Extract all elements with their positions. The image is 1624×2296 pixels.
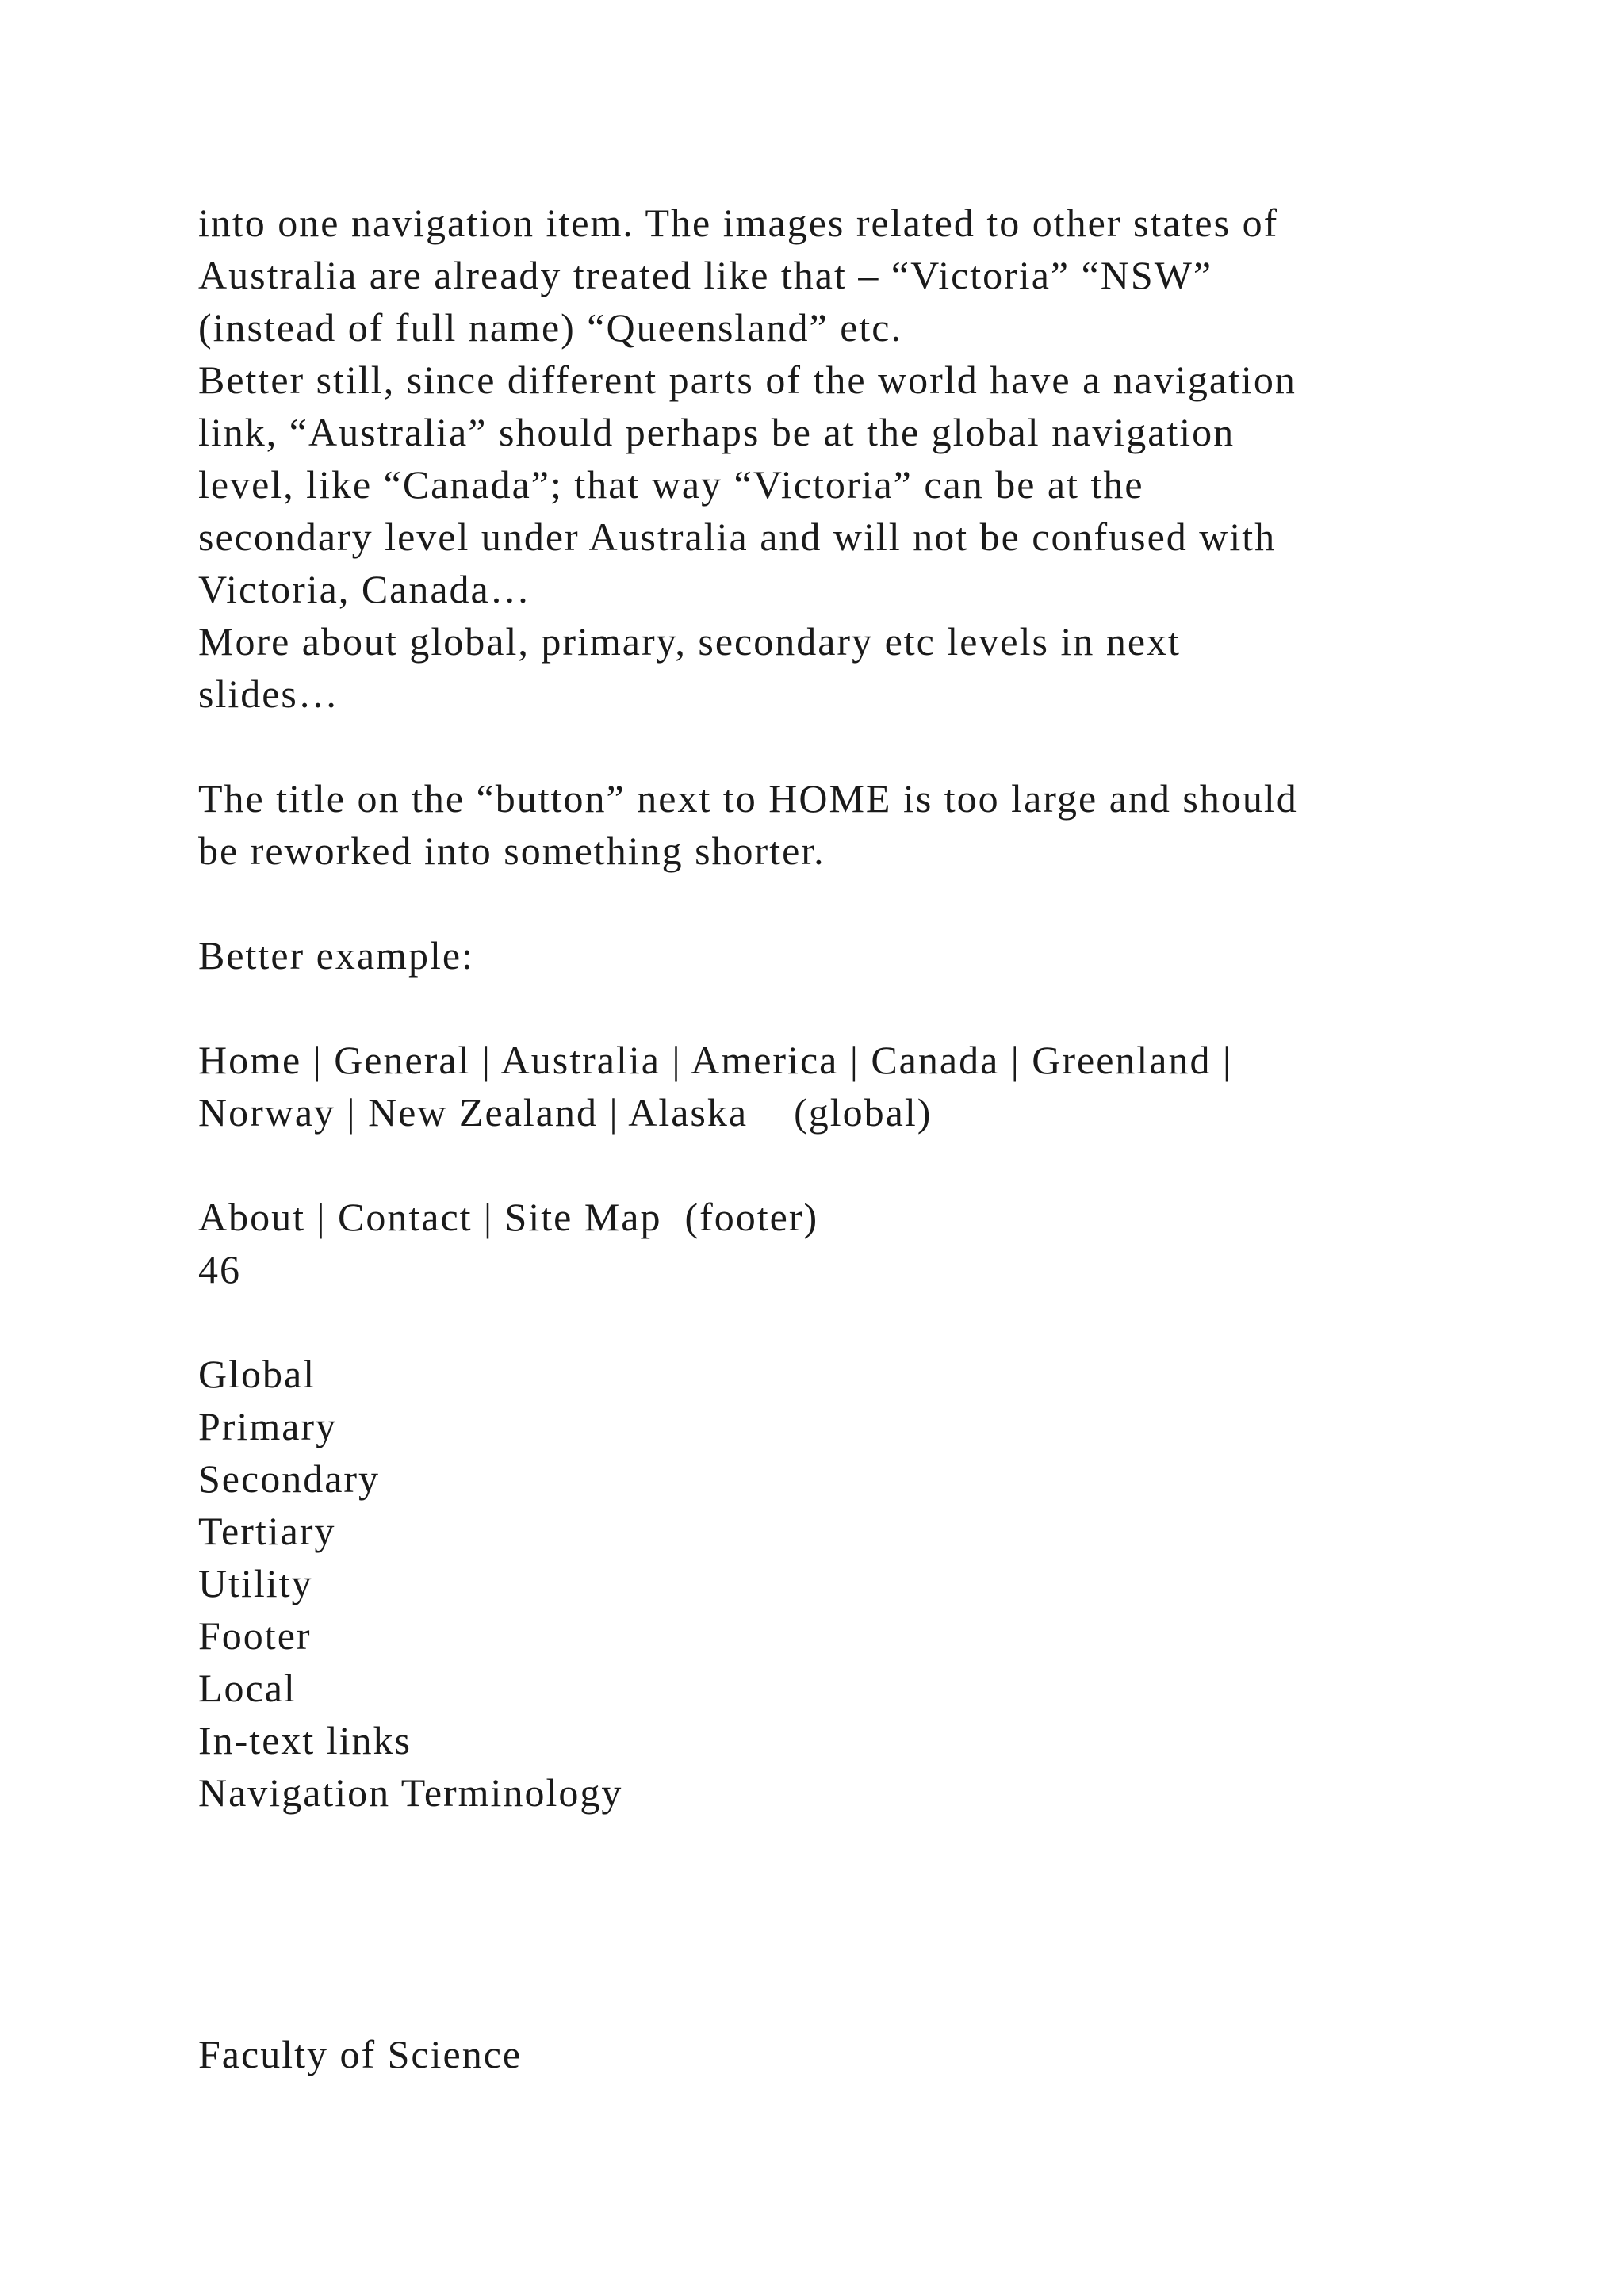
list-item: Global (198, 1352, 316, 1396)
list-item: Primary (198, 1404, 338, 1448)
list-item: Tertiary (198, 1509, 336, 1553)
list-item: In-text links (198, 1718, 412, 1762)
intro-paragraph (198, 197, 1499, 720)
text-line: level, like “Canada”; that way “Victoria” can be at the (198, 462, 1144, 507)
title-note-paragraph (198, 772, 1499, 877)
text-line: be reworked into something shorter. (198, 828, 825, 873)
text-line: Faculty of Science (198, 2032, 523, 2076)
text-line: into one navigation item. The images related to other states of (198, 201, 1279, 245)
list-item: Local (198, 1666, 297, 1710)
better-example-heading (198, 929, 1499, 982)
text-line: secondary level under Australia and will not be confused with (198, 515, 1277, 559)
text-line: (instead of full name) “Queensland” etc. (198, 305, 902, 350)
text-line: Better still, since different parts of the world have a navigation (198, 358, 1297, 402)
text-line: Norway | New Zealand | Alaska (global) (198, 1090, 933, 1135)
navigation-terminology-list (198, 1348, 1499, 1819)
text-line: Better example: (198, 933, 474, 978)
footer-navigation-example (198, 1191, 1499, 1295)
text-line: More about global, primary, secondary etc levels in next (198, 619, 1181, 664)
text-line: About | Contact | Site Map (footer) (198, 1195, 819, 1239)
text-line: link, “Australia” should perhaps be at the global navigation (198, 410, 1235, 454)
text-line: Australia are already treated like that – “Victoria” “NSW” (198, 253, 1213, 297)
global-navigation-example (198, 1034, 1499, 1138)
list-item: Utility (198, 1561, 313, 1605)
faculty-label (198, 2028, 1499, 2080)
text-line: Victoria, Canada… (198, 567, 531, 611)
text-line: Home | General | Australia | America | Canada | Greenland | (198, 1038, 1233, 1082)
slide-number: 46 (198, 1247, 241, 1292)
text-line: The title on the “button” next to HOME is too large and should (198, 776, 1298, 821)
text-line: slides… (198, 672, 339, 716)
list-item: Secondary (198, 1456, 381, 1501)
list-item: Footer (198, 1613, 312, 1658)
list-item: Navigation Terminology (198, 1770, 623, 1815)
